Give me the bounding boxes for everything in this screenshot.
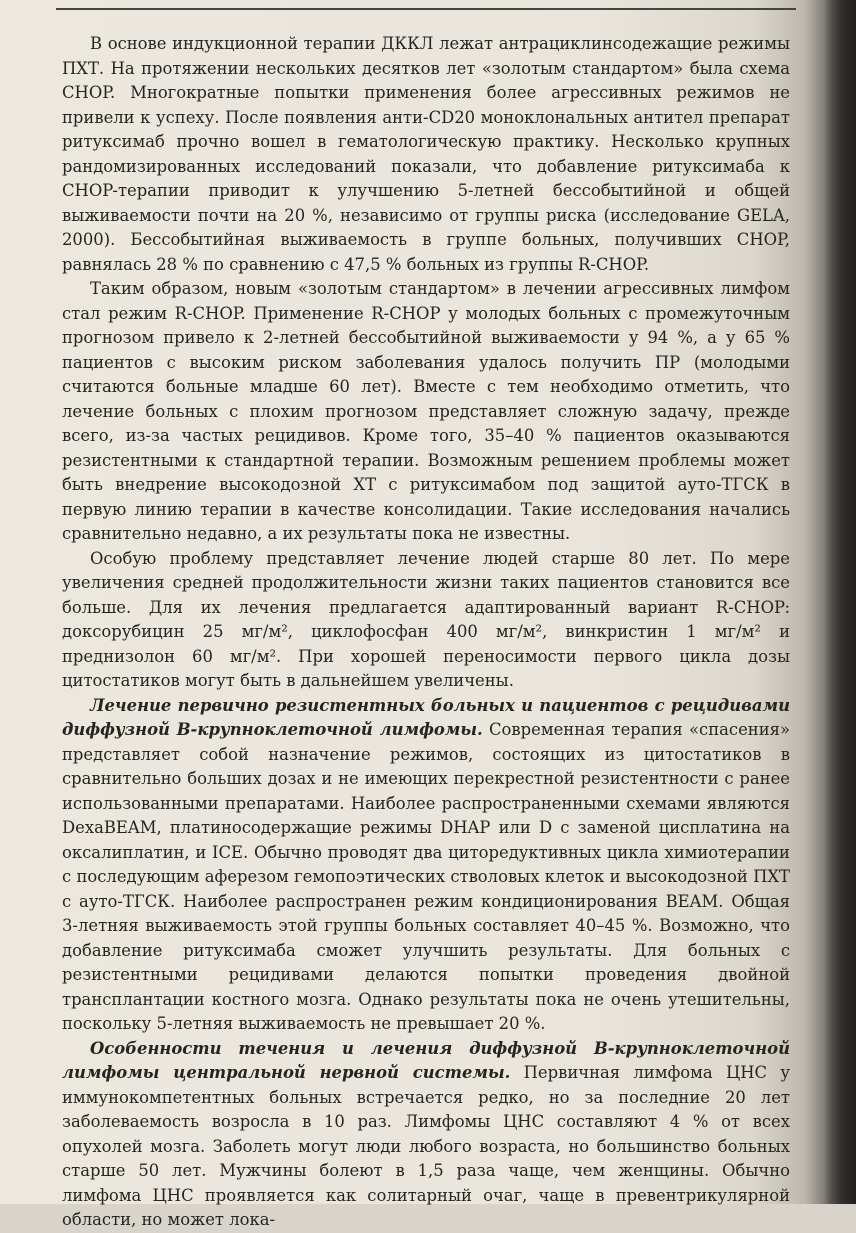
paragraph-text: Особую проблему представляет лечение людей старше 80 лет. По мере увеличения средней продолжительности жизни таких пациентов становится все больше. Для их лечения предлагается адаптированный вариант R-CHOP: доксорубицин 25 мг/м², циклофосфан 400 мг/м², винкристин 1 мг/м² и преднизолон 60 мг/м². При хорошей переносимости первого цикла дозы цитостатиков могут быть в дальнейшем увеличены. [62, 548, 790, 690]
paragraph [62, 547, 790, 694]
top-rule [56, 8, 796, 10]
paragraph-text: Современная терапия «спасения» представляет собой назначение режимов, состоящих из цитостатиков в сравнительно больших дозах и не имеющих перекрестной резистентности с ранее использованными препаратами. Наиболее распространенными схемами являются DexaBEAM, платиносодержащие режимы DHAP или D с заменой цисплатина на оксалиплатин, и ICE. Обычно проводят два циторедуктивных цикла химиотерапии с последующим аферезом гемопоэтических стволовых клеток и высокодозной ПХТ с ауто-ТГСК. Наиболее распространен режим кондиционирования BEAM. Общая 3-летняя выживаемость этой группы больных составляет 40–45 %. Возможно, что добавление ритуксимаба сможет улучшить результаты. Для больных с резистентными рецидивами делаются попытки проведения двойной трансплантации костного мозга. Однако результаты пока не очень утешительны, поскольку 5-летняя выживаемость не превышает 20 %. [62, 720, 790, 1033]
paragraph [62, 1037, 790, 1233]
paragraph [62, 32, 790, 277]
paragraph-text: Таким образом, новым «золотым стандартом» в лечении агрессивных лимфом стал режим R-CHOP. Применение R-CHOP у молодых больных с промежуточным прогнозом привело к 2-летней бессобытийной выживаемости у 94 %, а у 65 % пациентов с высоким риском заболевания удалось получить ПР (молодыми считаются больные младше 60 лет). Вместе с тем необходимо отметить, что лечение больных с плохим прогнозом представляет сложную задачу, прежде всего, из-за частых рецидивов. Кроме того, 35–40 % пациентов оказываются резистентными к стандартной терапии. Возможным решением проблемы может быть внедрение высокодозной ХТ с ритуксимабом под защитой ауто-ТГСК в первую линию терапии в качестве консолидации. Такие исследования начались сравнительно недавно, а их результаты пока не известны. [62, 279, 790, 543]
section-heading: Особенности течения и лечения диффузной В-крупноклеточной лимфомы центральной нервной системы. [62, 1038, 790, 1082]
book-spine-shadow [824, 0, 856, 1204]
paragraph-text: В основе индукционной терапии ДККЛ лежат антрациклинсодежащие режимы ПХТ. На протяжении нескольких десятков лет «золотым стандартом» была схема CHOP. Многократные попытки применения более агрессивных режимов не привели к успеху. После появления анти-CD20 моноклональных антител препарат ритуксимаб прочно вошел в гематологическую практику. Несколько крупных рандомизированных исследований показали, что добавление ритуксимаба к CHOP-терапии приводит к улучшению 5-летней бессобытийной и общей выживаемости почти на 20 %, независимо от группы риска (исследование GELA, 2000). Бессобытийная выживаемость в группе больных, получивших CHOP, равнялась 28 % по сравнению с 47,5 % больных из группы R-CHOP. [62, 34, 790, 274]
paragraph [62, 694, 790, 1037]
paragraph-text: Первичная лимфома ЦНС у иммунокомпетентных больных встречается редко, но за последние 20 лет заболеваемость возросла в 10 раз. Лимфомы ЦНС составляют 4 % от всех опухолей мозга. Заболеть могут люди любого возраста, но большинство больных старше 50 лет. Мужчины болеют в 1,5 раза чаще, чем женщины. Обычно лимфома ЦНС проявляется как солитарный очаг, чаще в превентрикулярной области, но может лока- [62, 1063, 790, 1229]
section-heading: Лечение первично резистентных больных и пациентов с рецидивами диффузной В-крупноклеточной лимфомы. [62, 695, 790, 739]
paragraph [62, 277, 790, 547]
body-text [62, 32, 790, 1233]
